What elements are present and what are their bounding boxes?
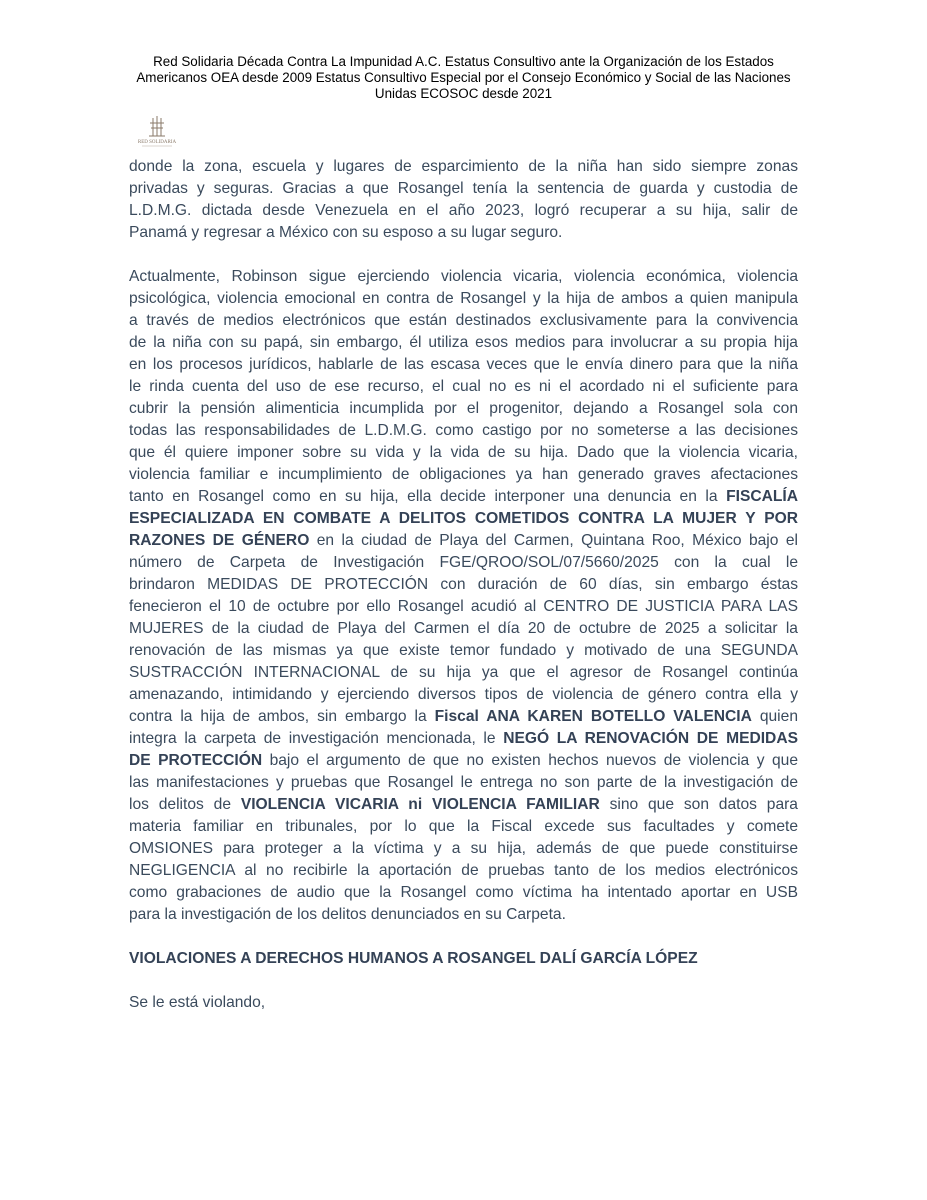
text-line: privadas y seguras. Gracias a que Rosangel tenía la sentencia de guarda y custodia de [129, 180, 798, 197]
text-line: L.D.M.G. dictada desde Venezuela en el año 2023, logró recuperar a su hija, salir de [129, 202, 798, 219]
bold-text-proteccion: DE PROTECCIÓN [129, 752, 263, 769]
text-segment: integra la carpeta de investigación mencionada, le [129, 730, 504, 747]
text-line: psicológica, violencia emocional en contra de Rosangel y la hija de ambos a quien manipula [129, 290, 798, 307]
text-line: MUJERES de la ciudad de Playa del Carmen el día 20 de octubre de 2025 a solicitar la [129, 620, 798, 637]
text-line: SUSTRACCIÓN INTERNACIONAL de su hija ya que el agresor de Rosangel continúa [129, 664, 798, 681]
text-line: le rinda cuenta del uso de ese recurso, el cual no es ni el acordado ni el suficiente para [129, 378, 798, 395]
text-segment: los delitos de [129, 796, 241, 813]
text-line [129, 728, 798, 750]
bold-text-fiscalia: FISCALÍA [726, 488, 798, 505]
text-segment: sino que son datos para [599, 796, 798, 813]
text-line: para la investigación de los delitos denunciados en su Carpeta. [129, 906, 566, 923]
organization-logo [134, 114, 180, 148]
text-line [129, 530, 798, 552]
document-header [110, 54, 817, 102]
closing-text: Se le está violando, [129, 994, 266, 1011]
text-line: todas las responsabilidades de L.D.M.G. como castigo por no someterse a las decisiones [129, 422, 798, 439]
text-line: en los procesos jurídicos, hablarle de las escasa veces que le envía dinero para que la niña [129, 356, 798, 373]
paragraph-1 [129, 156, 798, 244]
text-line: que él quiere imponer sobre su vida y la vida de su hija. Dado que la violencia vicaria, [129, 444, 798, 461]
section-title: VIOLACIONES A DERECHOS HUMANOS A ROSANGEL DALÍ GARCÍA LÓPEZ [129, 950, 698, 967]
bold-text-violencia: VIOLENCIA VICARIA ni VIOLENCIA FAMILIAR [240, 796, 600, 813]
text-line: brindaron MEDIDAS DE PROTECCIÓN con duración de 60 días, sin embargo éstas [129, 576, 798, 593]
text-line: amenazando, intimidando y ejerciendo diversos tipos de violencia de género contra ella y [129, 686, 798, 703]
text-line [129, 750, 798, 772]
text-segment: tanto en Rosangel como en su hija, ella decide interponer una denuncia en la [129, 488, 727, 505]
text-line: número de Carpeta de Investigación FGE/QROO/SOL/07/5660/2025 con la cual le [129, 554, 798, 571]
header-line-2: Americanos OEA desde 2009 Estatus Consultivo Especial por el Consejo Económico y Social de las Naciones [136, 70, 791, 85]
text-line: NEGLIGENCIA al no recibirle la aportación de pruebas tanto de los medios electrónicos [129, 862, 798, 879]
header-line-1: Red Solidaria Década Contra La Impunidad A.C. Estatus Consultivo ante la Organización de los Estados [153, 54, 774, 69]
text-line: de la niña con su papá, sin embargo, él utiliza esos medios para involucrar a su propia hija [129, 334, 798, 351]
text-line: materia familiar en tribunales, por lo que la Fiscal excede sus facultades y comete [129, 818, 798, 835]
header-line-3: Unidas ECOSOC desde 2021 [374, 86, 553, 101]
bold-text-razones: RAZONES DE GÉNERO [129, 532, 310, 549]
text-line [129, 794, 798, 816]
bold-text-line: ESPECIALIZADA EN COMBATE A DELITOS COMETIDOS CONTRA LA MUJER Y POR [129, 510, 798, 527]
text-segment: bajo el argumento de que no existen hechos nuevos de violencia y que [262, 752, 798, 769]
text-line [129, 486, 798, 508]
text-line: fenecieron el 10 de octubre por ello Rosangel acudió al CENTRO DE JUSTICIA PARA LAS [129, 598, 798, 615]
bold-text-nego: NEGÓ LA RENOVACIÓN DE MEDIDAS [503, 730, 798, 747]
text-line: como grabaciones de audio que la Rosangel como víctima ha intentado aportar en USB [129, 884, 798, 901]
text-line: a través de medios electrónicos que están destinados exclusivamente para la convivencia [129, 312, 798, 329]
text-segment: en la ciudad de Playa del Carmen, Quintana Roo, México bajo el [309, 532, 798, 549]
text-line: renovación de las mismas ya que existe temor fundado y motivado de una SEGUNDA [129, 642, 798, 659]
text-segment: quien [751, 708, 798, 725]
text-line: cubrir la pensión alimenticia incumplida por el progenitor, dejando a Rosangel sola con [129, 400, 798, 417]
text-line: Actualmente, Robinson sigue ejerciendo violencia vicaria, violencia económica, violencia [129, 268, 798, 285]
text-line: OMSIONES para proteger a la víctima y a su hija, además de que puede constituirse [129, 840, 798, 857]
text-line [129, 706, 798, 728]
text-line: Panamá y regresar a México con su esposo a su lugar seguro. [129, 224, 563, 241]
text-segment: contra la hija de ambos, sin embargo la [129, 708, 435, 725]
paragraph-2 [129, 266, 798, 926]
document-body [129, 156, 798, 1014]
bold-text-fiscal-name: Fiscal ANA KAREN BOTELLO VALENCIA [434, 708, 752, 725]
logo-caption: RED SOLIDARIA [137, 140, 177, 145]
text-line: violencia familiar e incumplimiento de obligaciones ya han generado graves afectaciones [129, 466, 798, 483]
text-line: las manifestaciones y pruebas que Rosangel le entrega no son parte de la investigación de [129, 774, 798, 791]
text-line: donde la zona, escuela y lugares de esparcimiento de la niña han sido siempre zonas [129, 158, 798, 175]
